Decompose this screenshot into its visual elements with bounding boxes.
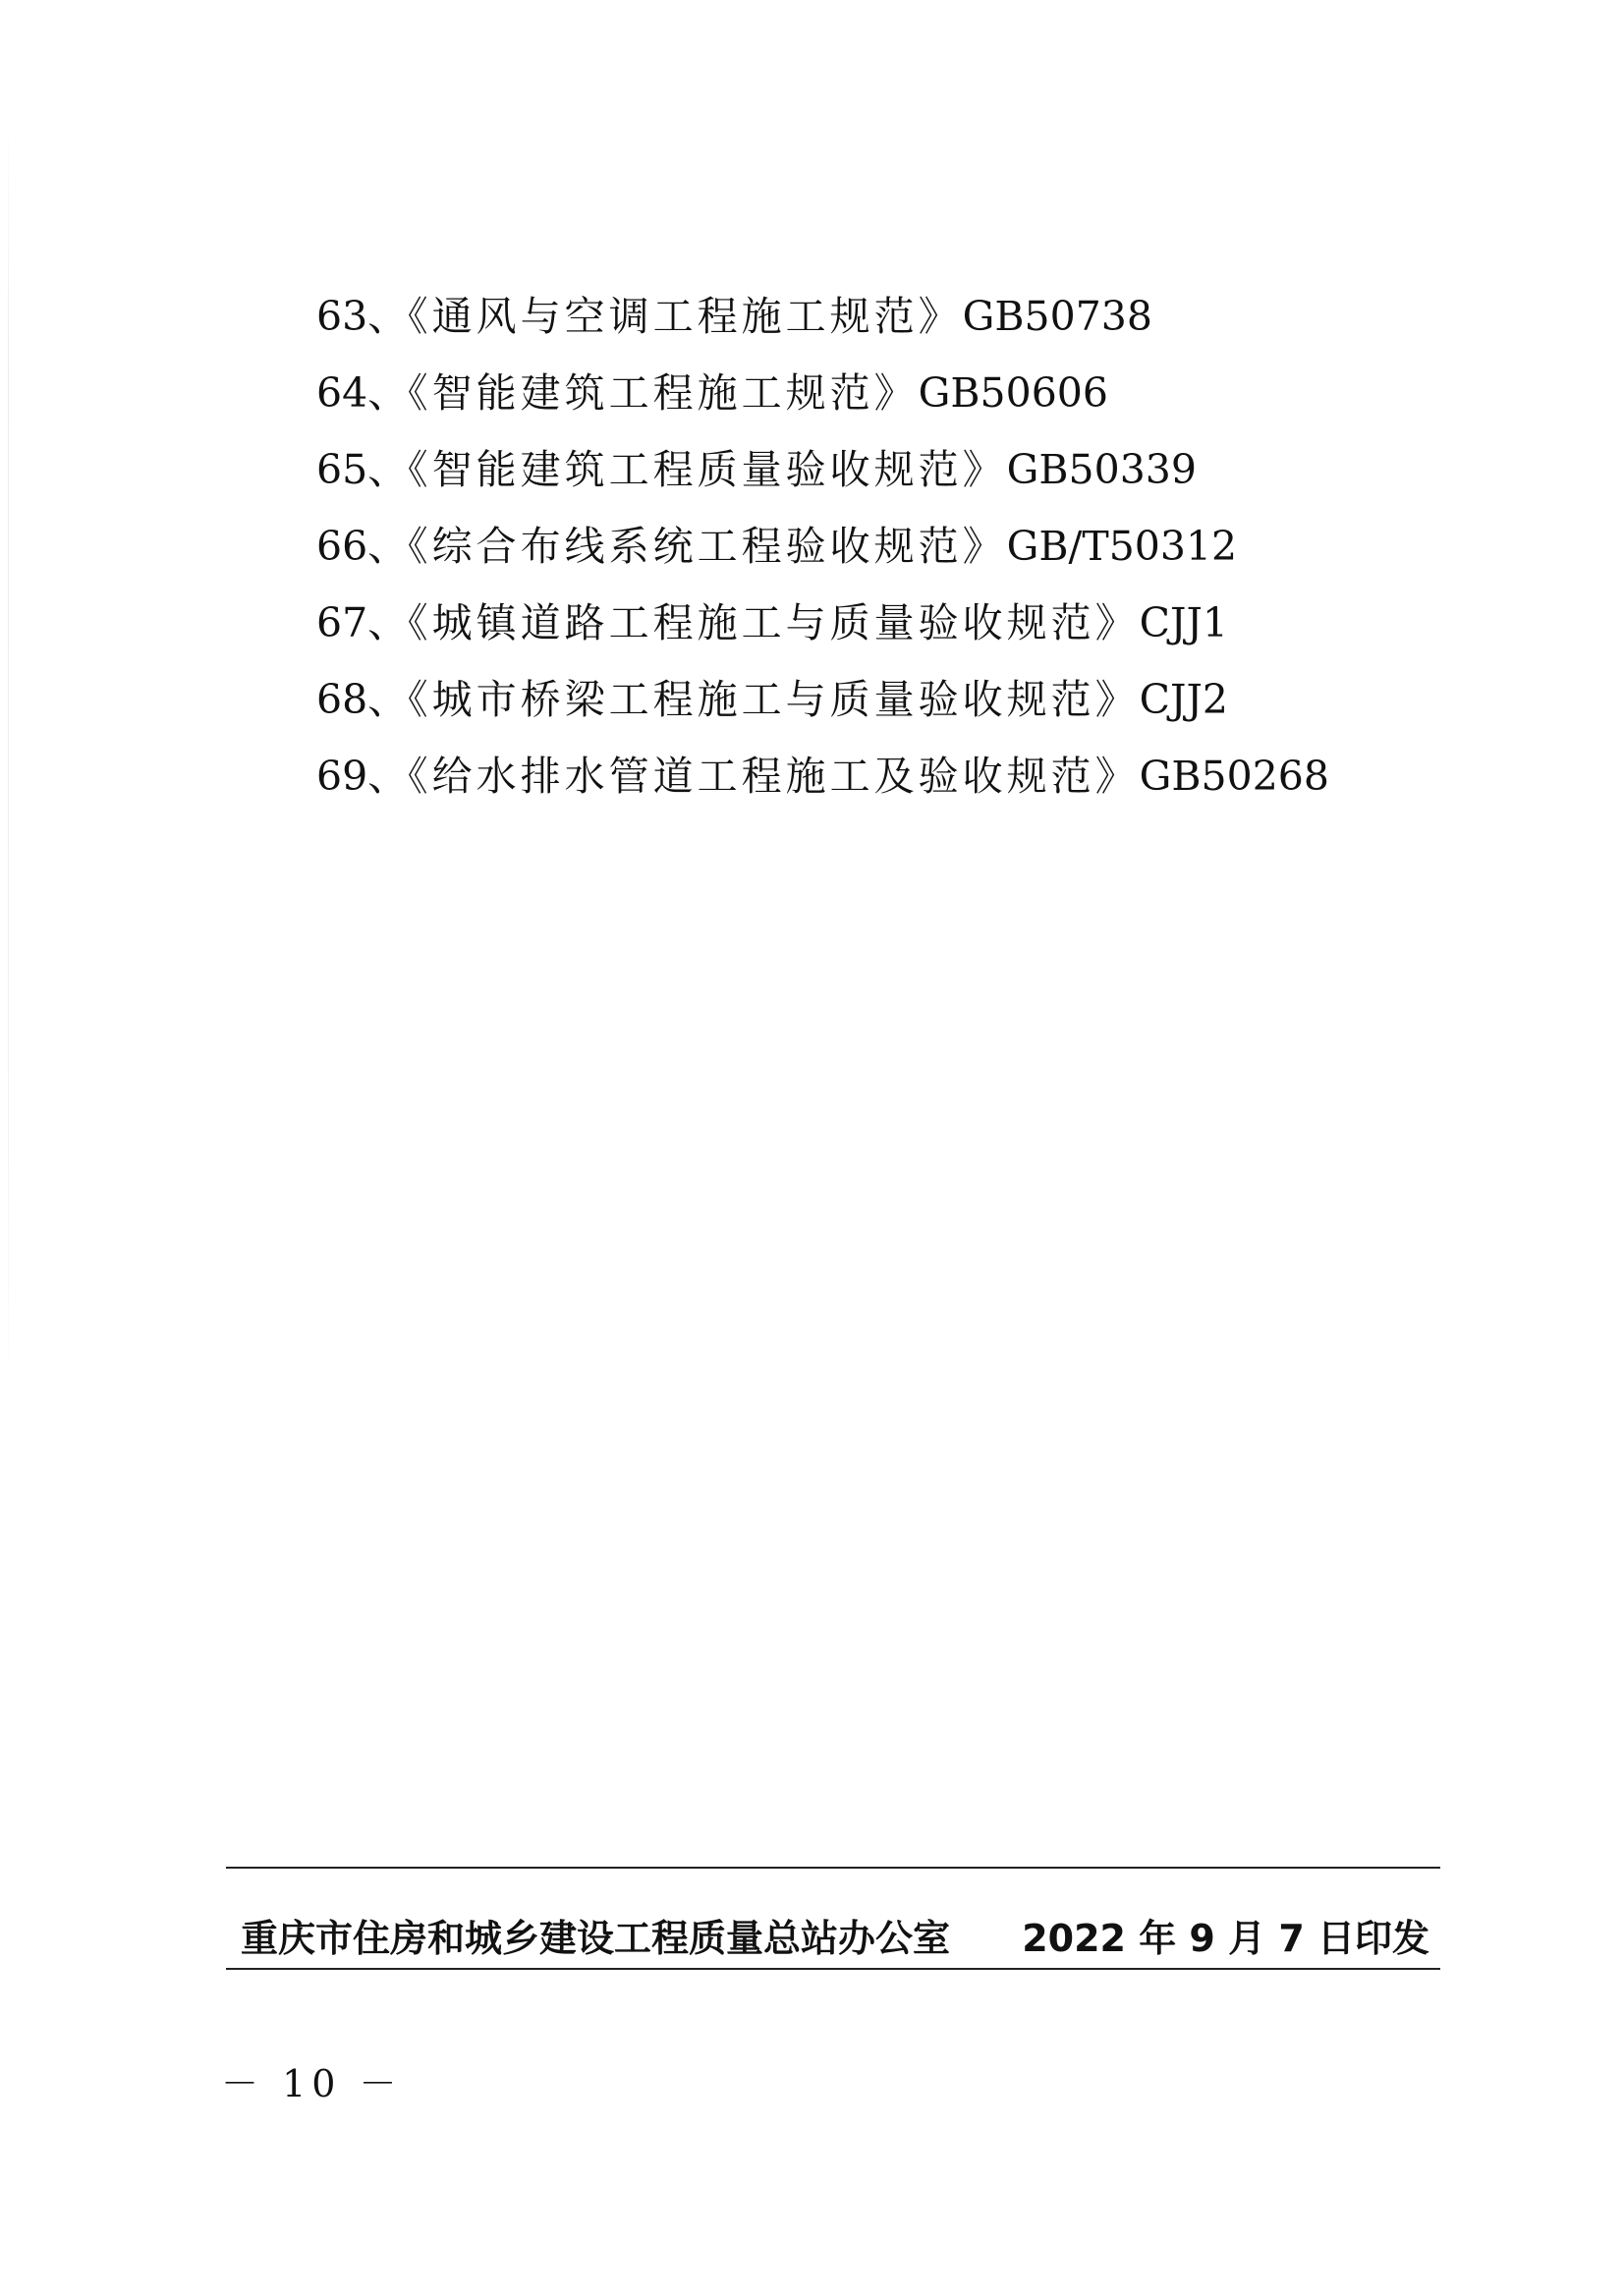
reference-code: CJJ1 (1139, 599, 1228, 646)
reference-title: 《城镇道路工程施工与质量验收规范》 (408, 599, 1140, 646)
issuer-name: 重庆市住房和城乡建设工程质量总站办公室 (241, 1917, 951, 1960)
reference-code: CJJ2 (1139, 676, 1228, 723)
reference-item-64 (316, 360, 1495, 436)
reference-title: 《城市桥梁工程施工与质量验收规范》 (408, 676, 1140, 723)
reference-item-69 (316, 743, 1495, 819)
reference-list (316, 283, 1495, 819)
reference-number: 65、 (316, 446, 409, 493)
reference-number: 67、 (316, 599, 409, 646)
page-number: － 10 － (221, 2062, 403, 2105)
reference-number: 64、 (316, 369, 409, 417)
reference-item-63 (316, 283, 1495, 360)
reference-title: 《综合布线系统工程验收规范》 (408, 523, 1007, 570)
reference-number: 69、 (316, 753, 409, 800)
reference-item-68 (316, 666, 1495, 743)
scan-edge-shadow (8, 118, 9, 1395)
reference-item-66 (316, 513, 1495, 589)
reference-number: 68、 (316, 676, 409, 723)
reference-item-65 (316, 436, 1495, 513)
reference-code: GB50738 (962, 293, 1152, 340)
reference-code: GB50268 (1139, 753, 1329, 800)
reference-code: GB50606 (918, 369, 1108, 417)
reference-title: 《通风与空调工程施工规范》 (408, 293, 963, 340)
reference-item-67 (316, 589, 1495, 666)
reference-title: 《智能建筑工程质量验收规范》 (408, 446, 1007, 493)
reference-number: 63、 (316, 293, 409, 340)
reference-code: GB50339 (1006, 446, 1197, 493)
reference-title: 《给水排水管道工程施工及验收规范》 (408, 753, 1140, 800)
reference-title: 《智能建筑工程施工规范》 (408, 369, 919, 417)
footer-bottom-rule (226, 1968, 1440, 1970)
reference-code: GB/T50312 (1006, 523, 1238, 570)
footer-top-rule (226, 1867, 1440, 1869)
reference-number: 66、 (316, 523, 409, 570)
issue-date: 2022 年 9 月 7 日印发 (1022, 1917, 1429, 1960)
